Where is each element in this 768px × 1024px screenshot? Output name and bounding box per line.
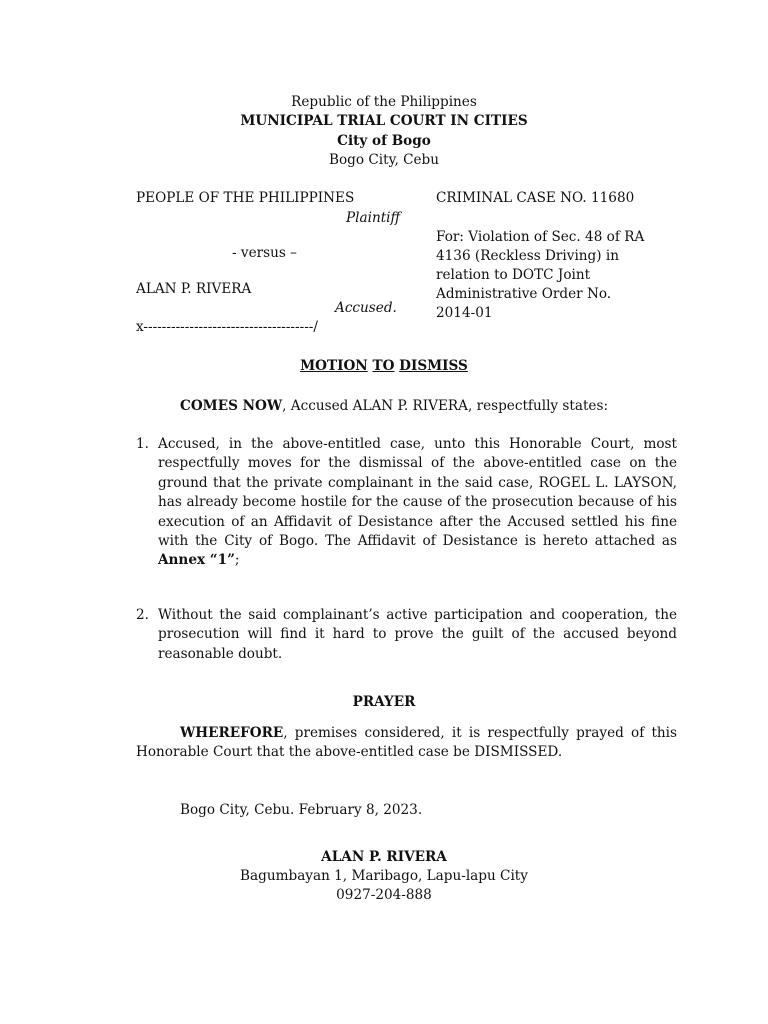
annex-reference: Annex “1” [158, 552, 235, 569]
republic-line: Republic of the Philippines [291, 94, 477, 110]
charge-line: 4136 (Reckless Driving) in [436, 248, 619, 264]
court-location: Bogo City, Cebu [328, 152, 439, 168]
charge-line: Administrative Order No. [436, 286, 612, 302]
prayer-heading: PRAYER [352, 694, 416, 710]
title-word: DISMISS [399, 358, 468, 374]
document-title [0, 357, 768, 376]
item-number: 2. [136, 607, 149, 623]
caption-separator: x-------------------------------------/ [136, 319, 318, 335]
accused-role: Accused. [335, 300, 397, 316]
dateline: Bogo City, Cebu. February 8, 2023. [180, 802, 423, 818]
prayer-lead: WHEREFORE [180, 725, 284, 741]
title-word: MOTION [300, 358, 368, 374]
signatory-name: ALAN P. RIVERA [321, 849, 447, 865]
case-number: CRIMINAL CASE NO. 11680 [436, 190, 635, 206]
item-end: ; [234, 552, 240, 569]
court-name: MUNICIPAL TRIAL COURT IN CITIES [240, 113, 528, 129]
charge-line: For: Violation of Sec. 48 of RA [436, 229, 645, 245]
charge-line: relation to DOTC Joint [436, 267, 591, 283]
intro-lead: COMES NOW [180, 398, 283, 414]
intro-text: , Accused ALAN P. RIVERA, respectfully states: [282, 398, 609, 414]
versus-label: - versus – [232, 245, 297, 261]
intro-line [180, 397, 608, 416]
item-number: 1. [136, 436, 149, 452]
item-text: Accused, in the above-entitled case, unto this Honorable Court, most respectfully moves for the dismissal of the above-entitled case on the ground that the private complainant in the said case, ROGEL L. LAYSON, has already become hostile for the cause of the prosecution because of his execution of an Affidavit of Desistance after the Accused settled his fine with the City of Bogo. The Affidavit of Desistance is hereto attached as [158, 436, 677, 550]
accused-name: ALAN P. RIVERA [136, 281, 252, 297]
item-paragraph: Without the said complainant’s active participation and cooperation, the prosecution will find it hard to prove the guilt of the accused beyond reasonable doubt. [158, 607, 677, 662]
signatory-phone: 0927-204-888 [336, 887, 432, 903]
charge-line: 2014-01 [436, 305, 493, 321]
prayer-paragraph [136, 724, 677, 763]
title-word: TO [372, 358, 395, 374]
item-paragraph [158, 435, 677, 571]
signatory-address: Bagumbayan 1, Maribago, Lapu-lapu City [240, 868, 528, 884]
court-city: City of Bogo [337, 133, 431, 149]
plaintiff-name: PEOPLE OF THE PHILIPPINES [136, 190, 355, 206]
prayer-text: , premises considered, it is respectfully prayed of this Honorable Court that the above-entitled case be DISMISSED. [136, 725, 677, 761]
plaintiff-role: Plaintiff [346, 210, 401, 226]
